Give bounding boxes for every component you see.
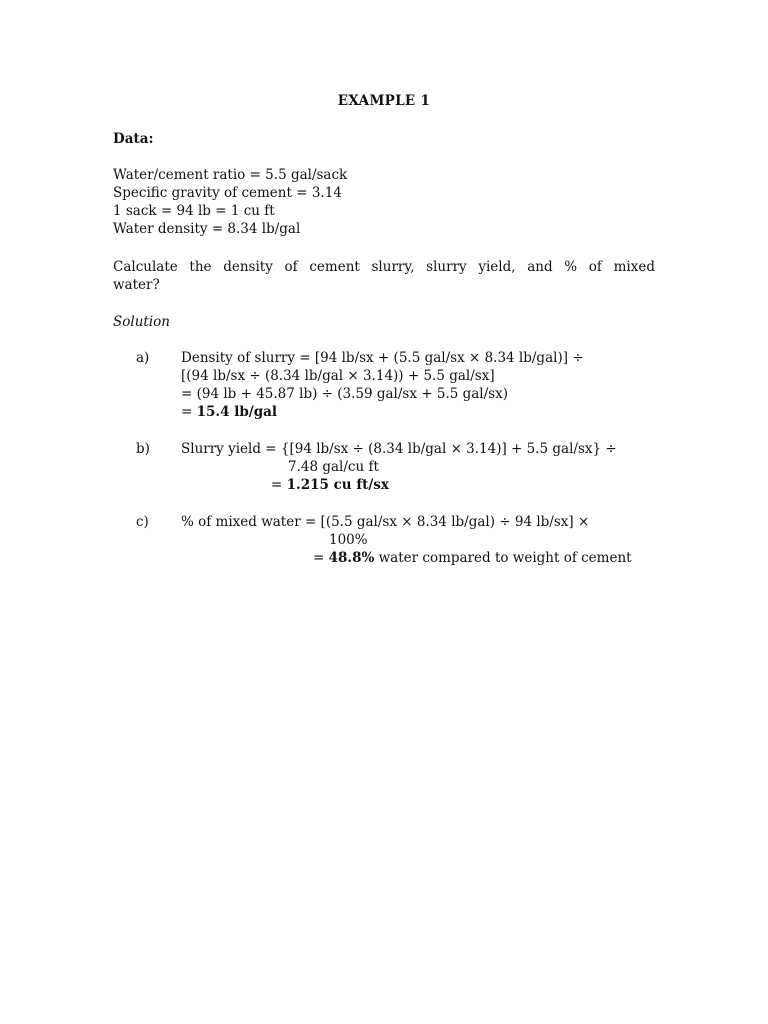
solution-label: Solution — [113, 314, 170, 330]
part-a-line-2: [(94 lb/sx ÷ (8.34 lb/gal × 3.14)) + 5.5 gal/sx] — [181, 368, 495, 384]
part-a-label: a) — [136, 350, 150, 366]
part-c-label: c) — [136, 514, 149, 530]
part-a-line-1: Density of slurry = [94 lb/sx + (5.5 gal/sx × 8.34 lb/gal)] ÷ — [181, 350, 584, 366]
part-b-result-line — [271, 476, 389, 494]
part-b-label: b) — [136, 441, 150, 457]
data-item-water-density: Water density = 8.34 lb/gal — [113, 221, 301, 237]
page-title: EXAMPLE 1 — [337, 93, 431, 109]
part-a-result-prefix: = — [181, 404, 197, 420]
part-b-result: 1.215 cu ft/sx — [286, 477, 389, 493]
part-a-line-3: = (94 lb + 45.87 lb) ÷ (3.59 gal/sx + 5.5 gal/sx) — [181, 386, 508, 402]
part-a-result: 15.4 lb/gal — [196, 404, 278, 420]
data-item-sack-weight: 1 sack = 94 lb = 1 cu ft — [113, 203, 275, 219]
question-line-2: water? — [113, 277, 160, 293]
question-line-1: Calculate the density of cement slurry, slurry yield, and % of mixed — [113, 259, 655, 275]
data-item-specific-gravity: Specific gravity of cement = 3.14 — [113, 185, 342, 201]
part-c-result: 48.8% — [328, 550, 375, 566]
part-b-line-1: Slurry yield = {[94 lb/sx ÷ (8.34 lb/gal × 3.14)] + 5.5 gal/sx} ÷ — [181, 441, 617, 457]
part-c-line-1: % of mixed water = [(5.5 gal/sx × 8.34 lb/gal) ÷ 94 lb/sx] × — [181, 514, 590, 530]
data-heading: Data: — [113, 131, 154, 147]
part-b-result-prefix: = — [271, 477, 287, 493]
part-c-line-2: 100% — [329, 532, 368, 548]
part-c-result-suffix: water compared to weight of cement — [374, 550, 632, 566]
data-item-water-cement-ratio: Water/cement ratio = 5.5 gal/sack — [113, 167, 348, 183]
part-b-line-2: 7.48 gal/cu ft — [288, 459, 379, 475]
part-c-result-line — [313, 549, 632, 567]
part-c-result-prefix: = — [313, 550, 329, 566]
part-a-result-line — [181, 403, 277, 421]
